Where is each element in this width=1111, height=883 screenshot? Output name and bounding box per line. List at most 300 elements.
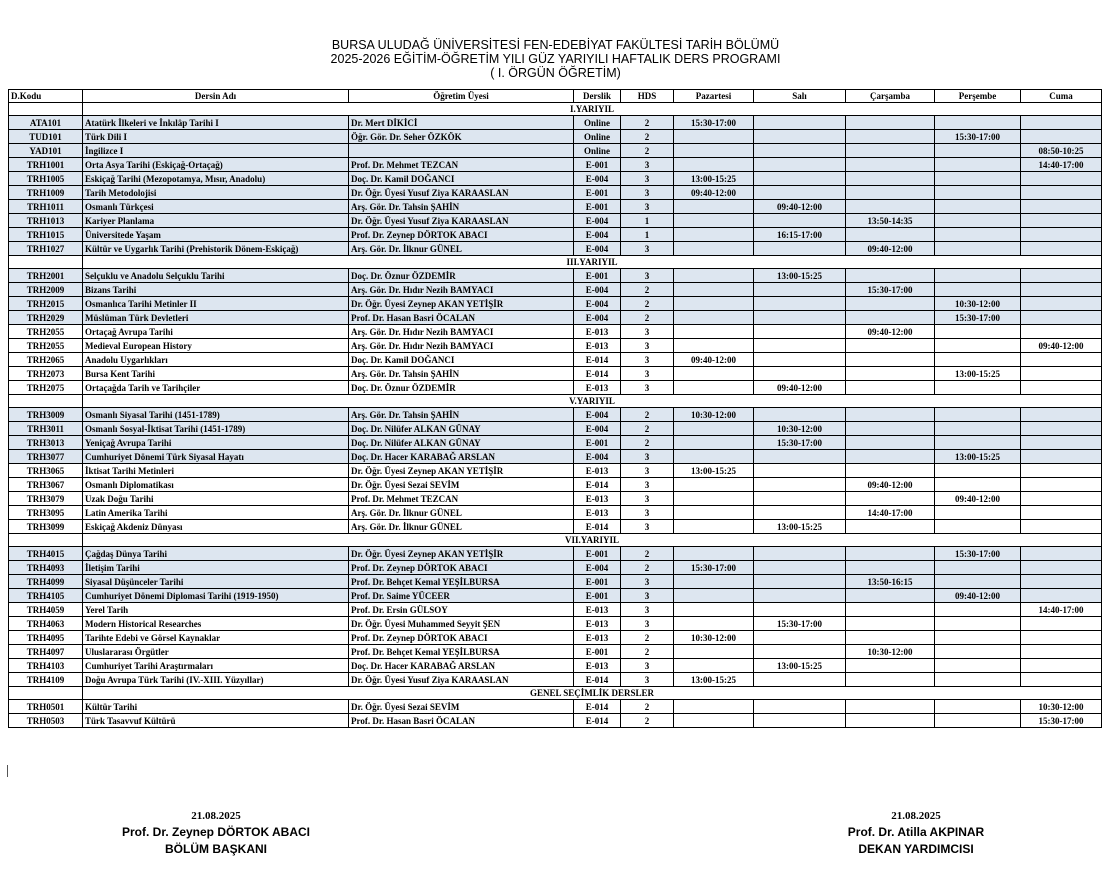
monday-slot [674,450,754,464]
wednesday-slot [846,186,935,200]
tuesday-slot: 15:30-17:00 [754,436,846,450]
instructor: Arş. Gör. Dr. İlknur GÜNEL [349,242,574,256]
weekly-hours: 3 [621,186,674,200]
monday-slot [674,242,754,256]
course-name: Kariyer Planlama [83,214,349,228]
instructor: Doç. Dr. Öznur ÖZDEMİR [349,269,574,283]
instructor: Arş. Gör. Dr. Tahsin ŞAHİN [349,200,574,214]
room: E-004 [574,450,621,464]
thursday-slot [935,408,1021,422]
course-name: Selçuklu ve Anadolu Selçuklu Tarihi [83,269,349,283]
room: E-004 [574,561,621,575]
course-name: Osmanlı Diplomatikası [83,478,349,492]
course-name: Osmanlıca Tarihi Metinler II [83,297,349,311]
course-code: TRH1005 [9,172,83,186]
thursday-slot [935,506,1021,520]
thursday-slot [935,269,1021,283]
instructor: Prof. Dr. Mehmet TEZCAN [349,158,574,172]
table-row [9,353,1102,367]
thursday-slot: 10:30-12:00 [935,297,1021,311]
course-code: TRH3077 [9,450,83,464]
instructor: Dr. Öğr. Üyesi Sezai SEVİM [349,700,574,714]
weekly-hours: 2 [621,144,674,158]
course-code: TRH1011 [9,200,83,214]
monday-slot: 13:00-15:25 [674,172,754,186]
signature-name: Prof. Dr. Atilla AKPINAR [847,825,985,839]
wednesday-slot [846,659,935,673]
wednesday-slot [846,228,935,242]
tuesday-slot: 13:00-15:25 [754,659,846,673]
wednesday-slot [846,422,935,436]
instructor: Doç. Dr. Nilüfer ALKAN GÜNAY [349,436,574,450]
instructor: Arş. Gör. Dr. İlknur GÜNEL [349,520,574,534]
room: E-014 [574,520,621,534]
weekly-hours: 3 [621,158,674,172]
table-row [9,575,1102,589]
friday-slot [1021,617,1102,631]
monday-slot [674,617,754,631]
course-name: Eskiçağ Akdeniz Dünyası [83,520,349,534]
friday-slot [1021,506,1102,520]
column-header-tuesday: Salı [754,90,846,103]
monday-slot [674,283,754,297]
semester-section-row [9,395,1102,408]
thursday-slot [935,283,1021,297]
course-name: Atatürk İlkeleri ve İnkılâp Tarihi I [83,116,349,130]
course-code: ATA101 [9,116,83,130]
monday-slot [674,589,754,603]
wednesday-slot [846,116,935,130]
course-name: Çağdaş Dünya Tarihi [83,547,349,561]
room: E-001 [574,269,621,283]
friday-slot [1021,269,1102,283]
thursday-slot [935,714,1021,728]
course-name: Osmanlı Sosyal-İktisat Tarihi (1451-1789) [83,422,349,436]
weekly-hours: 2 [621,714,674,728]
instructor: Prof. Dr. Behçet Kemal YEŞİLBURSA [349,645,574,659]
course-name: Türk Tasavvuf Kültürü [83,714,349,728]
room: E-014 [574,673,621,687]
course-code: TRH4099 [9,575,83,589]
table-row [9,464,1102,478]
table-row [9,506,1102,520]
instructor: Dr. Öğr. Üyesi Yusuf Ziya KARAASLAN [349,673,574,687]
thursday-slot [935,200,1021,214]
table-row [9,478,1102,492]
tuesday-slot: 09:40-12:00 [754,200,846,214]
thursday-slot [935,158,1021,172]
friday-slot [1021,492,1102,506]
wednesday-slot: 13:50-16:15 [846,575,935,589]
monday-slot [674,339,754,353]
table-row [9,214,1102,228]
tuesday-slot [754,325,846,339]
tuesday-slot: 13:00-15:25 [754,269,846,283]
room: E-004 [574,422,621,436]
semester-section-row [9,103,1102,116]
instructor: Dr. Öğr. Üyesi Sezai SEVİM [349,478,574,492]
table-row [9,436,1102,450]
instructor: Prof. Dr. Behçet Kemal YEŞİLBURSA [349,575,574,589]
friday-slot: 15:30-17:00 [1021,714,1102,728]
header-university: BURSA ULUDAĞ ÜNİVERSİTESİ FEN-EDEBİYAT FAKÜLTESİ TARİH BÖLÜMÜ [331,38,780,52]
friday-slot: 09:40-12:00 [1021,339,1102,353]
friday-slot [1021,631,1102,645]
monday-slot [674,478,754,492]
tuesday-slot [754,631,846,645]
course-name: Osmanlı Türkçesi [83,200,349,214]
instructor: Prof. Dr. Zeynep DÖRTOK ABACI [349,561,574,575]
friday-slot [1021,464,1102,478]
thursday-slot [935,381,1021,395]
course-code: TRH3099 [9,520,83,534]
instructor: Dr. Mert DİKİCİ [349,116,574,130]
monday-slot [674,269,754,283]
course-code: TRH2065 [9,353,83,367]
course-code: TRH0501 [9,700,83,714]
course-name: Müslüman Türk Devletleri [83,311,349,325]
weekly-hours: 2 [621,561,674,575]
table-row [9,645,1102,659]
room: E-013 [574,464,621,478]
thursday-slot [935,436,1021,450]
course-code: TRH4059 [9,603,83,617]
thursday-slot: 15:30-17:00 [935,547,1021,561]
course-code: TRH2055 [9,325,83,339]
course-name: Doğu Avrupa Türk Tarihi (IV.-XIII. Yüzyıllar) [83,673,349,687]
course-name: Eskiçağ Tarihi (Mezopotamya, Mısır, Anadolu) [83,172,349,186]
room: E-014 [574,478,621,492]
tuesday-slot [754,172,846,186]
wednesday-slot [846,172,935,186]
wednesday-slot [846,631,935,645]
course-code: TRH3009 [9,408,83,422]
table-row [9,547,1102,561]
tuesday-slot [754,464,846,478]
column-header-thursday: Perşembe [935,90,1021,103]
signature-date: 21.08.2025 [891,810,941,822]
instructor: Prof. Dr. Saime YÜCEER [349,589,574,603]
friday-slot [1021,200,1102,214]
weekly-hours: 2 [621,436,674,450]
course-name: Bizans Tarihi [83,283,349,297]
friday-slot [1021,478,1102,492]
monday-slot [674,547,754,561]
thursday-slot [935,422,1021,436]
section-label: I.YARIYIL [83,103,1102,116]
weekly-hours: 2 [621,283,674,297]
weekly-hours: 3 [621,269,674,283]
table-row [9,381,1102,395]
course-code: TUD101 [9,130,83,144]
course-name: İletişim Tarihi [83,561,349,575]
wednesday-slot [846,714,935,728]
thursday-slot [935,353,1021,367]
wednesday-slot [846,700,935,714]
course-name: Üniversitede Yaşam [83,228,349,242]
table-row [9,144,1102,158]
wednesday-slot: 09:40-12:00 [846,242,935,256]
weekly-hours: 2 [621,631,674,645]
instructor: Doç. Dr. Hacer KARABAĞ ARSLAN [349,659,574,673]
section-spacer-cell [9,256,83,269]
friday-slot [1021,283,1102,297]
weekly-hours: 2 [621,645,674,659]
instructor: Prof. Dr. Hasan Basri ÖCALAN [349,311,574,325]
schedule-body [9,103,1102,728]
wednesday-slot [846,436,935,450]
friday-slot [1021,575,1102,589]
wednesday-slot [846,464,935,478]
course-name: Medieval European History [83,339,349,353]
tuesday-slot [754,589,846,603]
friday-slot [1021,450,1102,464]
thursday-slot [935,339,1021,353]
weekly-hours: 3 [621,367,674,381]
tuesday-slot [754,450,846,464]
tuesday-slot [754,478,846,492]
wednesday-slot: 09:40-12:00 [846,325,935,339]
table-row [9,297,1102,311]
table-row [9,659,1102,673]
friday-slot [1021,422,1102,436]
course-code: TRH2001 [9,269,83,283]
thursday-slot [935,700,1021,714]
course-name: Yerel Tarih [83,603,349,617]
room: E-001 [574,575,621,589]
tuesday-slot [754,186,846,200]
friday-slot [1021,561,1102,575]
monday-slot [674,325,754,339]
header-program-title: 2025-2026 EĞİTİM-ÖĞRETİM YILI GÜZ YARIYILI HAFTALIK DERS PROGRAMI [330,52,781,66]
thursday-slot [935,116,1021,130]
course-code: TRH4015 [9,547,83,561]
semester-section-row [9,687,1102,700]
room: E-013 [574,617,621,631]
course-name: Uluslararası Örgütler [83,645,349,659]
weekly-hours: 2 [621,422,674,436]
tuesday-slot [754,673,846,687]
monday-slot [674,714,754,728]
section-label: V.YARIYIL [83,395,1102,408]
weekly-hours: 3 [621,617,674,631]
weekly-hours: 2 [621,297,674,311]
column-header-code: D.Kodu [9,90,83,103]
instructor: Arş. Gör. Dr. Hıdır Nezih BAMYACI [349,325,574,339]
friday-slot [1021,408,1102,422]
table-row [9,228,1102,242]
wednesday-slot [846,144,935,158]
weekly-hours: 3 [621,381,674,395]
course-code: TRH1009 [9,186,83,200]
thursday-slot [935,520,1021,534]
wednesday-slot [846,339,935,353]
tuesday-slot [754,353,846,367]
course-name: Cumhuriyet Dönemi Türk Siyasal Hayatı [83,450,349,464]
course-code: TRH4103 [9,659,83,673]
course-code: TRH4097 [9,645,83,659]
course-name: Anadolu Uygarlıkları [83,353,349,367]
course-code: TRH3095 [9,506,83,520]
course-code: TRH3079 [9,492,83,506]
thursday-slot: 15:30-17:00 [935,311,1021,325]
weekly-hours: 3 [621,492,674,506]
table-row [9,589,1102,603]
thursday-slot: 13:00-15:25 [935,367,1021,381]
monday-slot: 15:30-17:00 [674,116,754,130]
tuesday-slot [754,547,846,561]
room: E-004 [574,408,621,422]
monday-slot [674,367,754,381]
weekly-hours: 1 [621,228,674,242]
room: E-004 [574,297,621,311]
weekly-hours: 3 [621,520,674,534]
instructor: Prof. Dr. Hasan Basri ÖCALAN [349,714,574,728]
course-code: TRH0503 [9,714,83,728]
friday-slot: 10:30-12:00 [1021,700,1102,714]
room: E-001 [574,589,621,603]
friday-slot [1021,228,1102,242]
room: E-004 [574,214,621,228]
table-header-row [9,90,1102,103]
room: E-013 [574,325,621,339]
column-header-instructor: Öğretim Üyesi [349,90,574,103]
table-row [9,158,1102,172]
wednesday-slot: 10:30-12:00 [846,645,935,659]
text-cursor [7,765,8,777]
room: Online [574,130,621,144]
monday-slot [674,130,754,144]
course-name: Bursa Kent Tarihi [83,367,349,381]
friday-slot [1021,172,1102,186]
course-code: TRH3065 [9,464,83,478]
table-row [9,186,1102,200]
friday-slot [1021,116,1102,130]
friday-slot: 14:40-17:00 [1021,603,1102,617]
monday-slot: 10:30-12:00 [674,631,754,645]
instructor: Prof. Dr. Ersin GÜLSOY [349,603,574,617]
instructor: Dr. Öğr. Üyesi Zeynep AKAN YETİŞİR [349,297,574,311]
tuesday-slot [754,603,846,617]
room: E-014 [574,353,621,367]
monday-slot [674,659,754,673]
instructor: Dr. Öğr. Üyesi Zeynep AKAN YETİŞİR [349,464,574,478]
course-code: TRH2055 [9,339,83,353]
course-name: Yeniçağ Avrupa Tarihi [83,436,349,450]
monday-slot [674,158,754,172]
tuesday-slot [754,367,846,381]
friday-slot [1021,242,1102,256]
room: E-014 [574,367,621,381]
tuesday-slot [754,492,846,506]
friday-slot [1021,645,1102,659]
course-name: Osmanlı Siyasal Tarihi (1451-1789) [83,408,349,422]
friday-slot [1021,297,1102,311]
table-row [9,714,1102,728]
course-code: TRH4093 [9,561,83,575]
course-name: Latin Amerika Tarihi [83,506,349,520]
thursday-slot [935,645,1021,659]
tuesday-slot [754,158,846,172]
wednesday-slot [846,381,935,395]
room: E-001 [574,200,621,214]
weekly-hours: 3 [621,478,674,492]
wednesday-slot: 13:50-14:35 [846,214,935,228]
monday-slot: 13:00-15:25 [674,673,754,687]
room: Online [574,144,621,158]
tuesday-slot [754,116,846,130]
section-spacer-cell [9,534,83,547]
monday-slot [674,311,754,325]
instructor: Dr. Öğr. Üyesi Yusuf Ziya KARAASLAN [349,186,574,200]
room: E-013 [574,339,621,353]
instructor: Prof. Dr. Zeynep DÖRTOK ABACI [349,631,574,645]
table-row [9,339,1102,353]
section-label: GENEL SEÇİMLİK DERSLER [83,687,1102,700]
wednesday-slot [846,408,935,422]
weekly-hours: 2 [621,130,674,144]
instructor: Doç. Dr. Kamil DOĞANCI [349,172,574,186]
monday-slot [674,603,754,617]
instructor: Arş. Gör. Dr. İlknur GÜNEL [349,506,574,520]
thursday-slot [935,603,1021,617]
monday-slot [674,492,754,506]
semester-section-row [9,256,1102,269]
table-row [9,130,1102,144]
room: E-004 [574,242,621,256]
weekly-hours: 2 [621,547,674,561]
weekly-hours: 2 [621,311,674,325]
monday-slot [674,228,754,242]
monday-slot [674,575,754,589]
room: Online [574,116,621,130]
friday-slot: 08:50-10:25 [1021,144,1102,158]
tuesday-slot [754,714,846,728]
course-code: TRH1015 [9,228,83,242]
course-code: YAD101 [9,144,83,158]
table-row [9,408,1102,422]
friday-slot [1021,673,1102,687]
tuesday-slot [754,700,846,714]
course-name: Siyasal Düşünceler Tarihi [83,575,349,589]
room: E-001 [574,436,621,450]
friday-slot [1021,353,1102,367]
table-row [9,200,1102,214]
thursday-slot [935,561,1021,575]
monday-slot [674,520,754,534]
course-code: TRH2073 [9,367,83,381]
instructor: Dr. Öğr. Üyesi Muhammed Seyyit ŞEN [349,617,574,631]
course-name: Orta Asya Tarihi (Eskiçağ-Ortaçağ) [83,158,349,172]
room: E-013 [574,381,621,395]
friday-slot [1021,520,1102,534]
course-code: TRH2029 [9,311,83,325]
course-name: Kültür Tarihi [83,700,349,714]
wednesday-slot [846,269,935,283]
wednesday-slot [846,297,935,311]
weekly-hours: 3 [621,575,674,589]
instructor: Doç. Dr. Hacer KARABAĞ ARSLAN [349,450,574,464]
tuesday-slot [754,408,846,422]
signature-title: BÖLÜM BAŞKANI [165,842,267,856]
room: E-013 [574,492,621,506]
weekly-hours: 2 [621,116,674,130]
thursday-slot: 15:30-17:00 [935,130,1021,144]
course-name: Ortaçağ Avrupa Tarihi [83,325,349,339]
room: E-001 [574,186,621,200]
thursday-slot [935,464,1021,478]
course-name: İngilizce I [83,144,349,158]
